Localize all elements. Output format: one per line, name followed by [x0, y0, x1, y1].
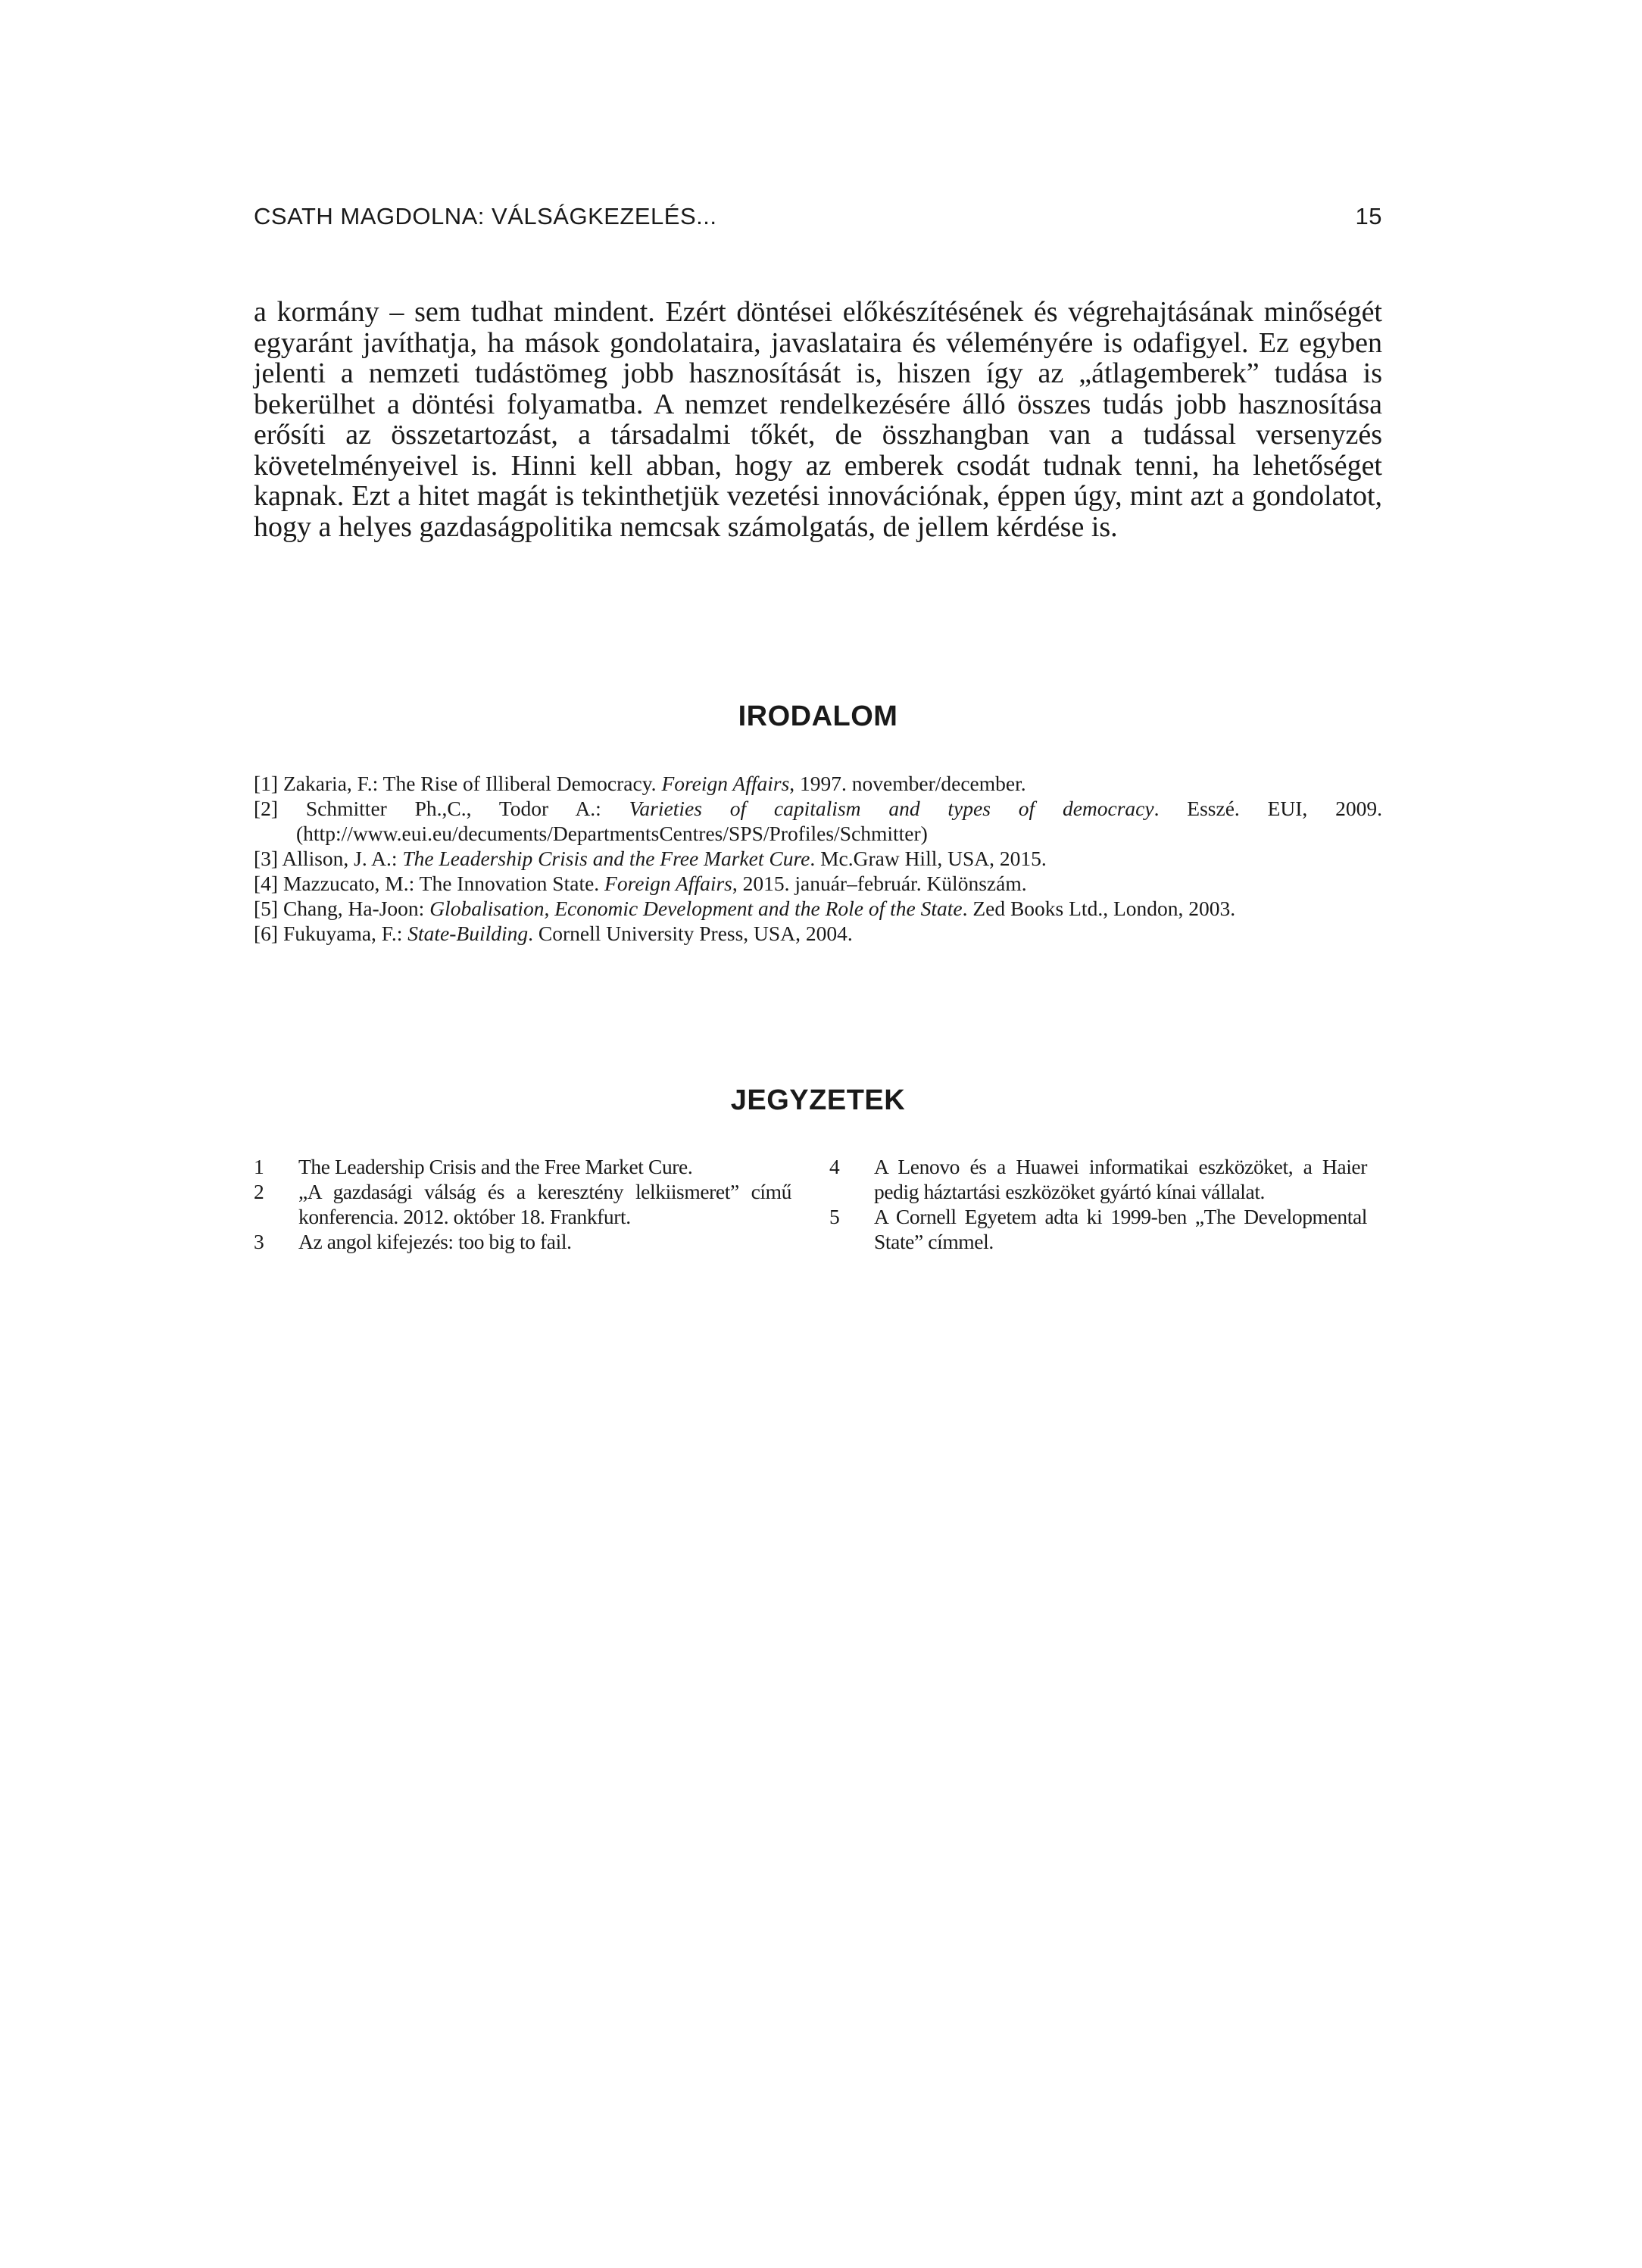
references-heading: IRODALOM [738, 700, 898, 732]
note-number: 5 [829, 1205, 840, 1228]
note-item [829, 1154, 1367, 1204]
reference-item: [2] Schmitter Ph.,C., Todor A.: Varieties of capitalism and types of democracy. Esszé. EUI, 2009. (http://www.eui.eu/decuments/DepartmentsCentres/SPS/Profiles/Schmitter) [254, 797, 1382, 845]
reference-item: [6] Fukuyama, F.: State-Building. Cornell University Press, USA, 2004. [254, 922, 853, 945]
notes-heading: JEGYZETEK [730, 1084, 906, 1116]
note-text: The Leadership Crisis and the Free Market Cure. [298, 1155, 693, 1178]
reference-list [254, 771, 1382, 946]
notes-column-right [829, 1154, 1367, 1254]
running-title: CSATH MAGDOLNA: VÁLSÁGKEZELÉS... [254, 203, 717, 229]
note-number: 1 [254, 1155, 264, 1178]
reference-item: [3] Allison, J. A.: The Leadership Crisis and the Free Market Cure. Mc.Graw Hill, USA, 2015. [254, 847, 1047, 870]
note-item [829, 1204, 1367, 1254]
note-number: 4 [829, 1155, 840, 1178]
running-header [254, 203, 1382, 230]
reference-item: [5] Chang, Ha-Joon: Globalisation, Economic Development and the Role of the State. Zed Books Ltd., London, 2003. [254, 897, 1236, 920]
reference-item: [4] Mazzucato, M.: The Innovation State. Foreign Affairs, 2015. január–február. Különszám. [254, 872, 1027, 895]
note-item [254, 1179, 791, 1229]
note-number: 3 [254, 1230, 264, 1253]
reference-item: [1] Zakaria, F.: The Rise of Illiberal Democracy. Foreign Affairs, 1997. november/december. [254, 772, 1026, 795]
body-paragraph: a kormány – sem tudhat mindent. Ezért döntései előkészítésének és végrehajtásának minőségét egyaránt javíthatja, ha mások gondolataira, javaslataira és véleményére is odafigyel. Ez egyben jelenti a nemzeti tudástömeg jobb hasznosítását is, hiszen így az „átlagemberek” tudása is bekerülhet a döntési folyamatba. A nemzet rendelkezésére álló összes tudás jobb hasznosítása erősíti az összetartozást, a társadalmi tőkét, de összhangban van a tudással versenyzés követelményeivel is. Hinni kell abban, hogy az emberek csodát tudnak tenni, ha lehetőséget kapnak. Ezt a hitet magát is tekinthetjük vezetési innovációnak, éppen úgy, mint azt a gondolatot, hogy a helyes gazdaságpolitika nemcsak számolgatás, de jellem kérdése is. [254, 296, 1382, 543]
note-text: A Cornell Egyetem adta ki 1999-ben „The Developmental State” címmel. [874, 1205, 1367, 1253]
page-number: 15 [1355, 203, 1382, 229]
note-text: A Lenovo és a Huawei informatikai eszközöket, a Haier pedig háztartási eszközöket gyártó kínai vállalat. [874, 1155, 1367, 1203]
note-number: 2 [254, 1180, 264, 1203]
note-text: Az angol kifejezés: too big to fail. [298, 1230, 572, 1253]
notes-column-left [254, 1154, 791, 1254]
note-text: „A gazdasági válság és a keresztény lelkiismeret” című konferencia. 2012. október 18. Frankfurt. [298, 1180, 791, 1228]
note-item [254, 1154, 791, 1179]
note-item [254, 1229, 791, 1254]
